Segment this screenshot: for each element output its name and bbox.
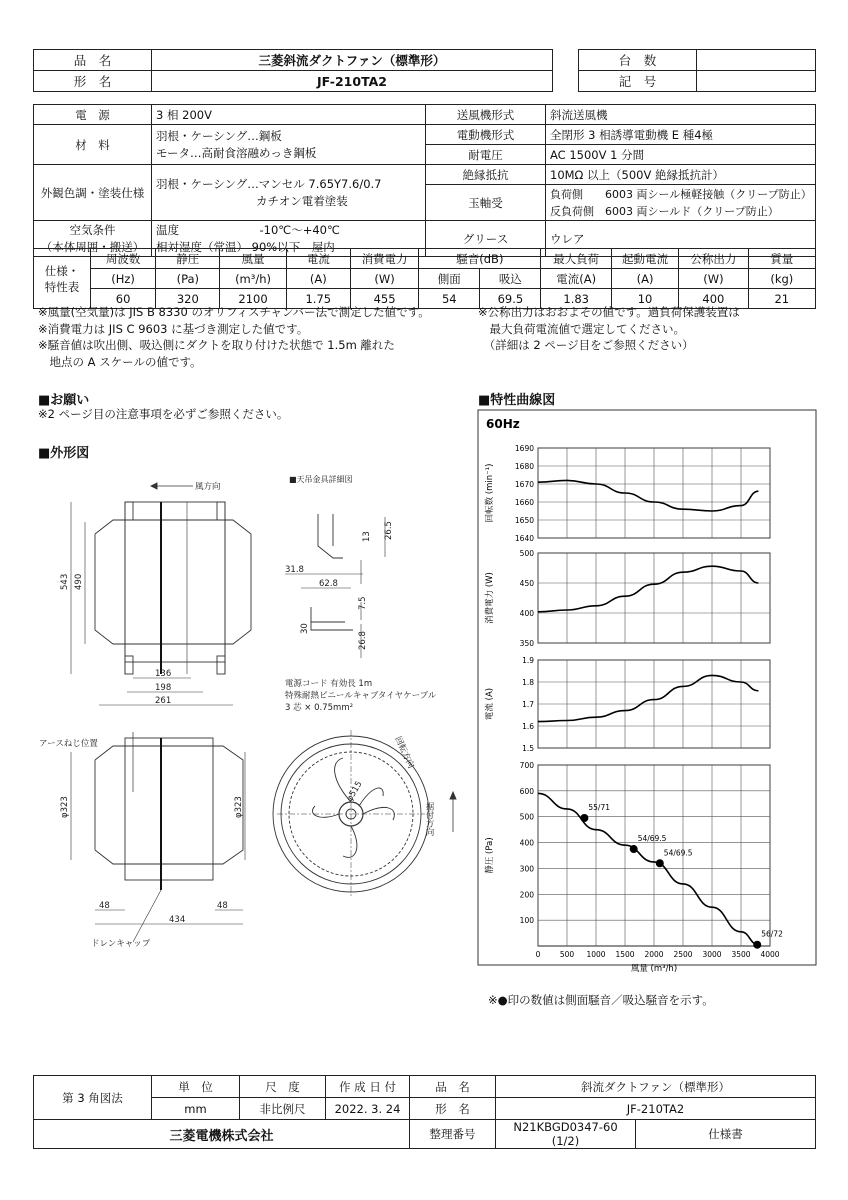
material-label: 材 料 (34, 125, 152, 165)
air-line-2: 相対湿度（常温） 90%以下 屋内 (156, 239, 335, 254)
request-title: ■お願い (38, 393, 90, 408)
spec-table (33, 104, 816, 257)
y-tick-label: 1650 (514, 516, 534, 525)
point-label: 55/71 (588, 803, 611, 813)
perf-value: 54 (419, 289, 480, 309)
earth-screw-label: アースねじ位置 (39, 739, 98, 749)
mark-value (697, 71, 816, 92)
y-tick-label: 350 (519, 639, 534, 648)
power-cord-3: 3 芯 × 0.75mm² (285, 703, 354, 713)
dim-62-8: 62.8 (319, 579, 338, 589)
air-line-1: 温度 -10℃～+40℃ (156, 222, 340, 237)
dim-198: 198 (155, 683, 172, 693)
header-table (33, 49, 553, 92)
perf-unit: (Hz) (90, 269, 155, 289)
series-line (538, 566, 758, 612)
perf-header: 騒音(dB) (419, 249, 541, 269)
outline-drawing (33, 462, 473, 962)
footer-model-label: 形 名 (410, 1098, 496, 1120)
perf-value: 2100 (220, 289, 286, 309)
scale-value: 非比例尺 (240, 1098, 326, 1120)
perf-value: 1.83 (541, 289, 611, 309)
x-tick-label: 0 (535, 950, 541, 959)
point-label: 54/69.5 (637, 834, 667, 844)
perf-value: 69.5 (480, 289, 541, 309)
company-name: 三菱電機株式会社 (34, 1120, 410, 1149)
footer-name: 斜流ダクトファン（標準形） (496, 1076, 816, 1098)
dim-136: 136 (155, 669, 172, 679)
y-tick-label: 1690 (514, 444, 534, 453)
date-value: 2022. 3. 24 (326, 1098, 410, 1120)
dim-48-b: 48 (217, 901, 228, 911)
y-tick-label: 700 (519, 761, 534, 770)
hanger-detail-title: ■天吊金具詳細図 (289, 475, 353, 484)
x-tick-label: 3500 (731, 950, 751, 959)
y-tick-label: 1660 (514, 498, 534, 507)
perf-label-2: 特性表 (44, 279, 80, 294)
wind-direction-label: 風方向 (195, 482, 221, 492)
perf-header: 最大負荷 (541, 249, 611, 269)
series-line (538, 480, 758, 511)
x-tick-label: 4000 (760, 950, 780, 959)
motor-type-value: 全閉形 3 相誘導電動機 E 種4極 (546, 125, 816, 145)
chart-footnote: ※●印の数値は側面騒音／吸込騒音を示す。 (488, 993, 714, 1007)
request-text: ※2 ページ目の注意事項を必ずご参照ください。 (38, 407, 289, 421)
scale-label: 尺 度 (240, 1076, 326, 1098)
x-tick-label: 2000 (644, 950, 664, 959)
dim-26-5: 26.5 (384, 521, 394, 540)
perf-unit: 側面 (419, 269, 480, 289)
y-tick-label: 1680 (514, 462, 534, 471)
material-line-1: 羽根・ケーシング…鋼板 (156, 128, 282, 143)
perf-header: 周波数 (90, 249, 155, 269)
y-tick-label: 1.8 (522, 678, 534, 687)
perf-header: 静圧 (156, 249, 220, 269)
point-label: 56/72 (761, 929, 783, 939)
dim-31-8: 31.8 (285, 565, 304, 575)
power-cord-2: 特殊耐熱ビニールキャブタイヤケーブル (285, 691, 437, 701)
perf-unit: 吸込 (480, 269, 541, 289)
perf-unit: (m³/h) (220, 269, 286, 289)
x-tick-label: 1500 (615, 950, 635, 959)
footer-name-label: 品 名 (410, 1076, 496, 1098)
y-tick-label: 600 (519, 786, 534, 796)
insulation-value: 10MΩ 以上（500V 絶縁抵抗計） (546, 165, 816, 185)
unit-value: mm (152, 1098, 240, 1120)
characteristic-chart (478, 410, 816, 974)
model-label: 形 名 (34, 71, 152, 92)
perf-unit: (Pa) (156, 269, 220, 289)
y-axis-label: 静圧 (Pa) (485, 837, 495, 874)
perf-unit: (A) (611, 269, 678, 289)
dim-dia-515: φ515 (344, 779, 365, 804)
perf-label-1: 仕様・ (44, 263, 80, 278)
model: JF-210TA2 (152, 71, 553, 92)
y-tick-label: 300 (519, 864, 534, 874)
dim-30: 30 (300, 623, 310, 634)
x-tick-label: 2500 (673, 950, 693, 959)
perf-unit: (A) (286, 269, 350, 289)
install-direction-label: 据付方向 (424, 802, 434, 836)
dim-48-a: 48 (99, 901, 110, 911)
product-name-label: 品 名 (34, 50, 152, 71)
bearing-line-1: 負荷側 6003 両シール極軽接触（クリープ防止） (550, 187, 812, 201)
perf-header: 公称出力 (679, 249, 748, 269)
perf-value: 1.75 (286, 289, 350, 309)
perf-unit: (kg) (748, 269, 815, 289)
y-tick-label: 400 (519, 609, 534, 618)
perf-value: 60 (90, 289, 155, 309)
y-axis-label: 消費電力 (W) (485, 572, 495, 624)
outline-title: ■外形図 (38, 446, 90, 461)
color-line-1: 羽根・ケーシング…マンセル 7.65Y7.6/0.7 (156, 176, 382, 191)
series-line (538, 675, 758, 721)
dim-261: 261 (155, 696, 172, 706)
date-label: 作 成 日 付 (326, 1076, 410, 1098)
dim-13: 13 (362, 531, 372, 542)
dim-dia-323-b: φ323 (234, 796, 244, 818)
x-axis-label: 風量 (m³/h) (630, 964, 678, 974)
mark-label: 記 号 (579, 71, 697, 92)
bearing-line-2: 反負荷側 6003 両シールド（クリープ防止） (550, 204, 779, 218)
y-tick-label: 100 (519, 916, 534, 926)
power-label: 電 源 (34, 105, 152, 125)
x-tick-label: 3000 (702, 950, 722, 959)
notes-left: ※風量(空気量)は JIS B 8330 のオリフィスチャンバー法で測定した値です。 ※消費電力は JIS C 9603 に基づき測定した値です。 ※騒音値は吹出側、吸込側にダクトを取り付けた状態で 1.5m 離れた 地点の A スケールの値です。 (38, 305, 430, 369)
drain-cap-label: ドレンキャップ (91, 939, 151, 949)
operating-point (630, 845, 638, 853)
point-label: 54/69.5 (663, 848, 693, 858)
unit-label: 単 位 (152, 1076, 240, 1098)
quantity-label: 台 数 (579, 50, 697, 71)
curve-title: ■特性曲線図 (478, 393, 556, 408)
perf-header: 消費電力 (350, 249, 418, 269)
perf-value: 400 (679, 289, 748, 309)
doc-type: 仕様書 (636, 1120, 816, 1149)
y-tick-label: 400 (519, 838, 534, 848)
dim-490: 490 (74, 573, 84, 590)
y-tick-label: 1670 (514, 480, 534, 489)
air-label-2: （本体周囲・搬送） (40, 239, 145, 254)
dim-434: 434 (169, 915, 186, 925)
power-value: 3 相 200V (152, 105, 426, 125)
notes-right: ※公称出力はおおよその値です。過負荷保護装置は 最大負荷電流値で選定してください。 （詳細は 2 ページ目をご参照ください） (478, 305, 740, 352)
perf-value: 320 (156, 289, 220, 309)
y-tick-label: 1.6 (522, 722, 534, 731)
footer-model: JF-210TA2 (496, 1098, 816, 1120)
power-cord-1: 電源コード 有効長 1m (285, 679, 373, 689)
rotation-label: 回転方向 (392, 735, 416, 771)
color-label: 外観色調・塗装仕様 (34, 165, 152, 221)
y-tick-label: 200 (519, 890, 534, 900)
withstand-value: AC 1500V 1 分間 (546, 145, 816, 165)
withstand-label: 耐電圧 (426, 145, 546, 165)
chart-frequency: 60Hz (486, 417, 520, 431)
material-line-2: モータ…高耐食溶融めっき鋼板 (156, 145, 317, 160)
footer-table (33, 1075, 816, 1149)
quantity-table (578, 49, 816, 92)
x-tick-label: 1000 (586, 950, 606, 959)
dim-7-5: 7.5 (358, 596, 368, 610)
series-line (538, 793, 758, 944)
perf-unit: (W) (679, 269, 748, 289)
motor-type-label: 電動機形式 (426, 125, 546, 145)
y-tick-label: 1.5 (522, 744, 534, 753)
perf-table (33, 248, 816, 309)
product-name: 三菱斜流ダクトファン（標準形） (152, 50, 553, 71)
perf-header: 電流 (286, 249, 350, 269)
perf-header: 風量 (220, 249, 286, 269)
perf-value: 10 (611, 289, 678, 309)
perf-unit: 電流(A) (541, 269, 611, 289)
fan-type-value: 斜流送風機 (546, 105, 816, 125)
bearing-label: 玉軸受 (426, 185, 546, 221)
dim-dia-323-a: φ323 (60, 796, 70, 818)
dim-26-8: 26.8 (358, 631, 368, 650)
perf-header: 質量 (748, 249, 815, 269)
y-tick-label: 1.7 (522, 700, 534, 709)
fan-type-label: 送風機形式 (426, 105, 546, 125)
y-axis-label: 電流 (A) (485, 687, 495, 721)
y-tick-label: 500 (519, 549, 534, 558)
chart-frame (478, 410, 816, 965)
air-label-1: 空気条件 (69, 222, 116, 237)
projection: 第 3 角図法 (34, 1076, 152, 1120)
color-line-2: カチオン電着塗装 (256, 193, 348, 208)
docno-label: 整理番号 (410, 1120, 496, 1149)
y-axis-label: 回転数 (min⁻¹) (485, 463, 495, 523)
grease-label: グリース (426, 221, 546, 257)
x-tick-label: 500 (559, 950, 575, 959)
y-tick-label: 1640 (514, 534, 534, 543)
perf-header: 起動電流 (611, 249, 678, 269)
y-tick-label: 450 (519, 579, 534, 588)
operating-point (580, 814, 588, 822)
operating-point (656, 859, 664, 867)
operating-point (753, 941, 761, 949)
perf-unit: (W) (350, 269, 418, 289)
quantity-value (697, 50, 816, 71)
y-tick-label: 1.9 (522, 656, 534, 665)
insulation-label: 絶縁抵抗 (426, 165, 546, 185)
docno-value: N21KBGD0347-60 (1/2) (496, 1120, 636, 1149)
perf-value: 21 (748, 289, 815, 309)
dim-543: 543 (60, 573, 70, 590)
grease-value: ウレア (546, 221, 816, 257)
y-tick-label: 500 (519, 812, 534, 822)
perf-value: 455 (350, 289, 418, 309)
